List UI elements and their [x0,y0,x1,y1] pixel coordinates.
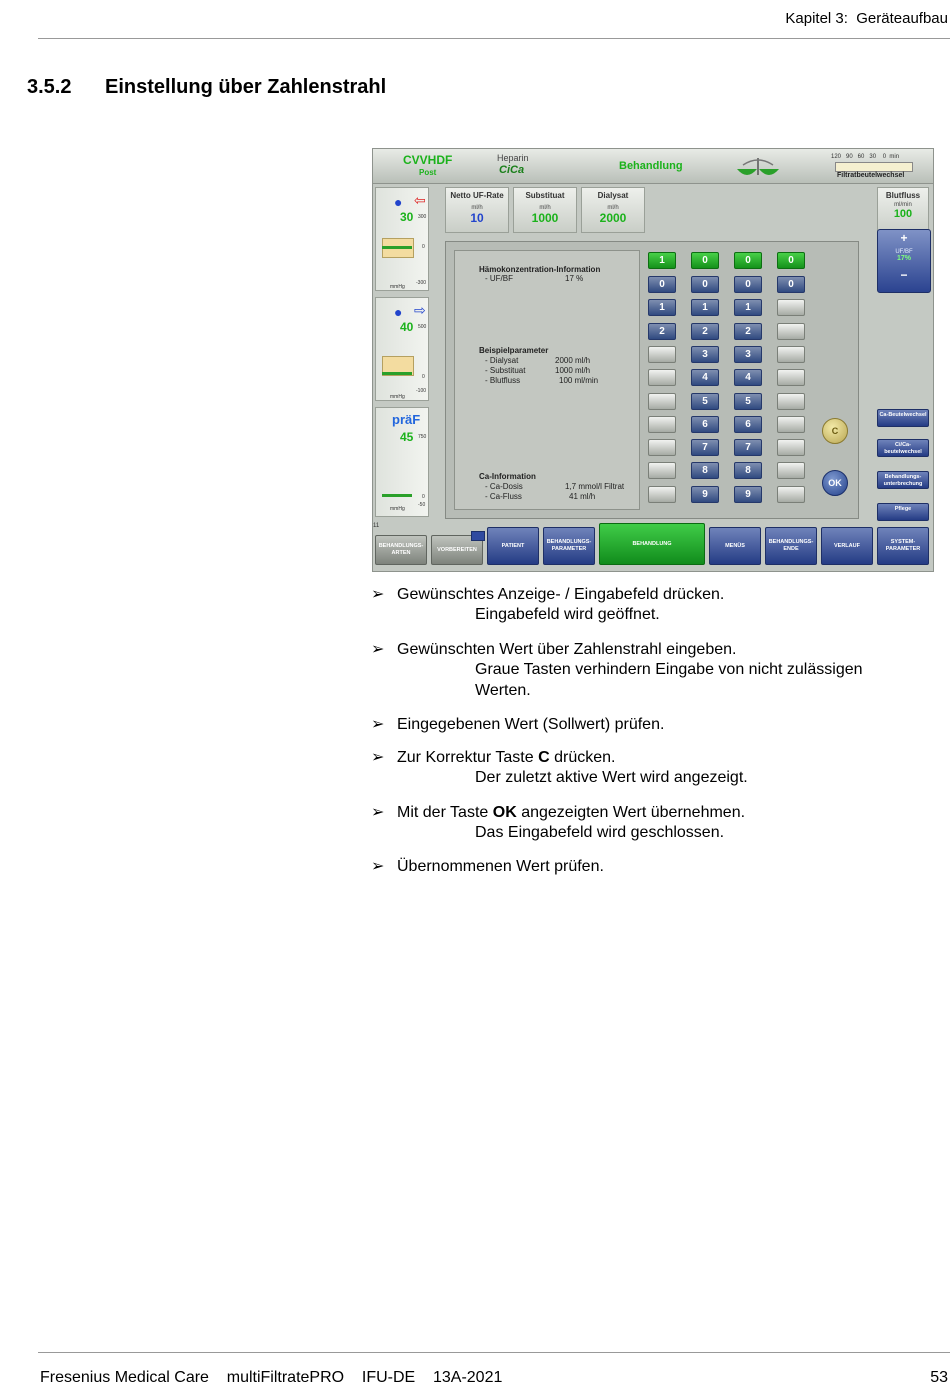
step-arrow-icon: ➢ [371,749,385,766]
disabled-key [648,462,676,479]
digit-key[interactable]: 5 [691,393,719,410]
info-row-key: - Dialysat [485,356,519,365]
ca-bag-change-button[interactable]: Ca-Beutelwechsel [877,409,929,427]
hemo-title: Hämokonzentration-Information [479,265,601,274]
step-result: Der zuletzt aktive Wert wird angezeigt. [475,769,748,786]
blood-flow-label: Blutfluss [885,191,921,200]
disabled-key [777,323,805,340]
step-action [371,714,664,734]
box-label: Dialysat [597,191,629,200]
scale-max: 300 [418,214,427,220]
digit-key[interactable]: 3 [734,346,762,363]
pressure-level-bar [382,246,412,249]
venous-pressure-column[interactable] [375,297,429,401]
step-arrow-icon: ➢ [371,804,385,821]
tab-menus[interactable]: MENÜS [709,527,761,565]
disabled-key [777,369,805,386]
cica-label: CiCa [499,164,525,176]
digit-key[interactable]: 6 [734,416,762,433]
disabled-key [777,486,805,503]
digit-key[interactable]: 4 [734,369,762,386]
digit-key[interactable]: 5 [734,393,762,410]
tab-treatment-modes[interactable]: BEHANDLUNGS-ARTEN [375,535,427,565]
key-name: C [538,749,550,766]
box-value: 10 [470,211,484,225]
footer-text: Fresenius Medical Care multiFiltratePRO IFU-DE 13A-2021 [40,1369,503,1386]
step-text: Mit der Taste [397,804,493,821]
substituate-box[interactable] [513,187,577,233]
dialysate-box[interactable] [581,187,645,233]
clear-button[interactable]: C [822,418,848,444]
entered-digit-2: 0 [691,252,719,269]
tab-treatment[interactable]: BEHANDLUNG [599,523,705,565]
info-row-value: 17 % [565,274,584,283]
pressure-level-bar [382,372,412,375]
step-result: Werten. [475,682,531,699]
net-uf-rate-box[interactable] [445,187,509,233]
tab-treatment-parameters[interactable]: BEHANDLUNGS-PARAMETER [543,527,595,565]
digit-key[interactable]: 1 [691,299,719,316]
digit-key[interactable]: 8 [734,462,762,479]
disabled-key [648,439,676,456]
prefilter-pressure-value: 45 [400,430,414,444]
info-row-value: 2000 ml/h [555,356,591,365]
entered-digit-3: 0 [734,252,762,269]
scale-zero: 0 [422,374,425,380]
page-number: 53 [930,1369,948,1386]
red-arrow-icon: ⇦ [414,192,426,208]
header-rule [38,38,950,39]
digit-key[interactable]: 2 [691,323,719,340]
pressure-unit: mmHg [390,394,405,400]
section-number: 3.5.2 [27,76,72,98]
tab-treatment-end[interactable]: BEHANDLUNGS-ENDE [765,527,817,565]
cica-bag-change-button[interactable]: Ci/Ca-beutelwechsel [877,439,929,457]
step-text: drücken. [549,749,616,766]
patient-icon: ● [394,304,403,320]
digit-key[interactable]: 0 [691,276,719,293]
disabled-key [648,486,676,503]
filtrate-bag-label[interactable]: Filtratbeutelwechsel [837,172,905,179]
digit-key[interactable]: 9 [691,486,719,503]
ufbf-minus-button[interactable]: − [900,268,908,282]
digit-key[interactable]: 8 [691,462,719,479]
step-arrow-icon: ➢ [371,858,385,875]
venous-pressure-value: 40 [400,320,414,334]
info-row-value: 100 ml/min [559,376,599,385]
tab-patient[interactable]: PATIENT [487,527,539,565]
entered-digit-1: 1 [648,252,676,269]
key-name: OK [492,804,517,821]
tab-history[interactable]: VERLAUF [821,527,873,565]
blue-arrow-icon: ⇨ [414,302,426,318]
digit-key[interactable]: 9 [734,486,762,503]
corner-mark: 11 [373,523,380,529]
info-row-key: - Substituat [485,366,526,375]
step-result: Eingabefeld wird geöffnet. [475,606,660,623]
info-row-value: 1000 ml/h [555,366,591,375]
scale-min: -300 [416,280,427,286]
disabled-key [648,346,676,363]
box-unit: ml/h [471,205,483,211]
digit-key[interactable]: 6 [691,416,719,433]
ok-button[interactable]: OK [822,470,848,496]
blood-flow-value: 100 [893,208,913,220]
scale-zero: 0 [422,494,425,500]
scale-max: 500 [418,324,427,330]
digit-key[interactable]: 7 [734,439,762,456]
therapy-mode[interactable]: CVVHDF [403,153,453,167]
therapy-phase: Post [419,168,437,177]
disabled-key [777,439,805,456]
info-row-key: - UF/BF [485,274,513,283]
digit-key[interactable]: 1 [734,299,762,316]
info-row-key: - Blutfluss [485,376,521,385]
step-action [371,747,615,767]
filtrate-bag-bar [835,162,913,172]
info-row-key: - Ca-Fluss [485,492,522,501]
disabled-key [777,416,805,433]
heparin-label: Heparin [497,153,529,163]
treatment-state: Behandlung [619,160,683,172]
ufbf-control[interactable] [877,229,931,293]
monitor-icon [471,531,485,541]
step-action [371,639,736,659]
step-text: angezeigten Wert übernehmen. [516,804,746,821]
blood-flow-unit: ml/min [894,202,912,208]
step-arrow-icon: ➢ [371,716,385,733]
ufbf-value: 17% [896,255,911,262]
digit-key[interactable]: 0 [648,276,676,293]
info-row-value: 41 ml/h [569,492,596,501]
blood-flow-box[interactable] [877,187,929,235]
step-action [371,856,604,876]
disabled-key [648,393,676,410]
step-text: Zur Korrektur Taste [397,749,539,766]
info-box [454,250,640,510]
box-label: Substituat [525,191,565,200]
prefilter-label: präF [392,412,421,427]
disabled-key [648,416,676,433]
step-action [371,584,724,604]
step-text: Übernommenen Wert prüfen. [397,858,604,875]
scale-min: -100 [416,388,427,394]
number-input-panel [445,241,859,519]
box-value: 2000 [599,211,627,225]
pressure-level-bar [382,494,412,497]
disabled-key [777,346,805,363]
box-unit: ml/h [607,205,619,211]
scale-max: 750 [418,434,427,440]
step-result: Graue Tasten verhindern Eingabe von nicht zulässigen [475,661,863,678]
info-row-value: 1,7 mmol/l Filtrat [565,482,625,491]
step-text: Gewünschtes Anzeige- / Eingabefeld drücken. [397,586,725,603]
box-label: Netto UF-Rate [450,191,504,200]
tab-system-parameters[interactable]: SYSTEM-PARAMETER [877,527,929,565]
status-bar [373,149,933,184]
treatment-interruption-button[interactable]: Behandlungs-unterbrechung [877,471,929,489]
prefilter-pressure-column[interactable] [375,407,429,517]
ufbf-label: UF/BF [895,249,913,255]
device-screen [372,148,934,572]
pressure-unit: mmHg [390,506,405,512]
disabled-key [777,299,805,316]
ca-title: Ca-Information [479,472,536,481]
step-text: Gewünschten Wert über Zahlenstrahl eingeben. [397,641,737,658]
digit-key[interactable]: 1 [648,299,676,316]
scale-balance-icon [735,155,781,179]
step-arrow-icon: ➢ [371,586,385,603]
digit-key[interactable]: 7 [691,439,719,456]
disabled-key [777,462,805,479]
section-heading [27,76,386,99]
digit-key[interactable]: 4 [691,369,719,386]
chapter-header: Kapitel 3: Geräteaufbau [785,10,948,27]
bottom-tab-bar [373,523,933,571]
disabled-key [777,393,805,410]
info-row-key: - Ca-Dosis [485,482,523,491]
step-text: Eingegebenen Wert (Sollwert) prüfen. [397,716,665,733]
care-button[interactable]: Pflege [877,503,929,521]
tab-prepare[interactable]: VORBEREITEN [431,535,483,565]
pressure-unit: mmHg [390,284,405,290]
box-unit: ml/h [539,205,551,211]
digit-key[interactable]: 0 [777,276,805,293]
digit-key[interactable]: 3 [691,346,719,363]
section-title: Einstellung über Zahlenstrahl [105,76,387,98]
step-result: Das Eingabefeld wird geschlossen. [475,824,725,841]
entered-digit-4: 0 [777,252,805,269]
patient-icon: ● [394,194,403,210]
scale-zero: 0 [422,244,425,250]
box-value: 1000 [531,211,559,225]
example-title: Beispielparameter [479,346,549,355]
time-scale: 120 90 60 30 0 min [831,154,900,160]
arterial-pressure-value: 30 [400,210,414,224]
step-action [371,802,745,822]
arterial-pressure-column[interactable] [375,187,429,291]
step-arrow-icon: ➢ [371,641,385,658]
digit-key[interactable]: 2 [648,323,676,340]
ufbf-plus-button[interactable]: + [900,231,908,245]
digit-key[interactable]: 0 [734,276,762,293]
disabled-key [648,369,676,386]
scale-min: -50 [418,502,426,508]
footer-rule [38,1352,950,1353]
digit-key[interactable]: 2 [734,323,762,340]
